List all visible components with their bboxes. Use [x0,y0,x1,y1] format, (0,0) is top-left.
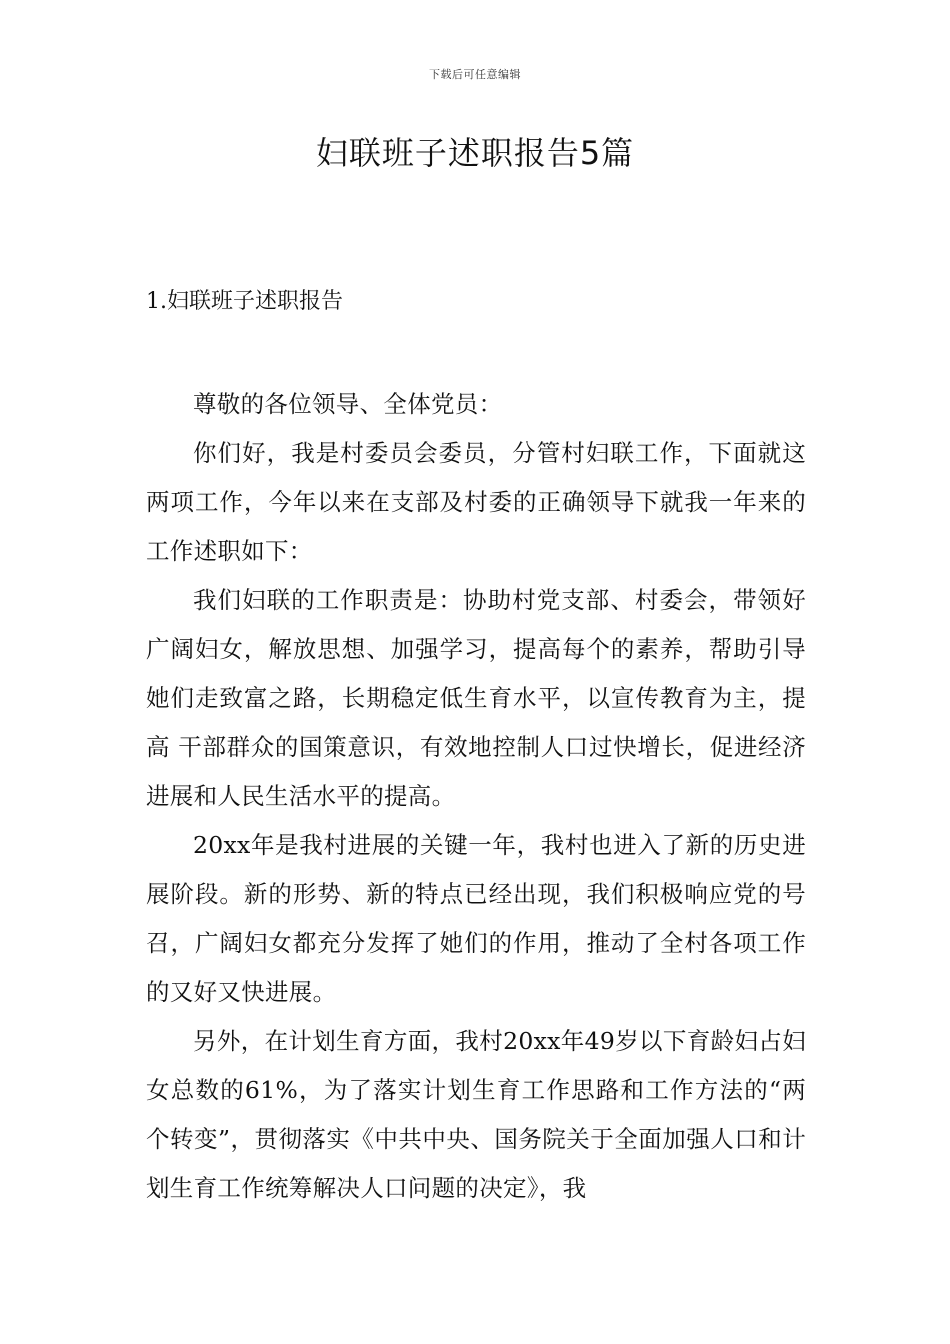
section-heading: 1.妇联班子述职报告 [146,289,343,314]
header-note: 下载后可任意编辑 [429,68,521,81]
paragraph-greeting: 尊敬的各位领导、全体党员： [193,390,503,418]
paragraph-family-planning: 另外，在计划生育方面，我村20xx年49岁以下育龄妇占妇女总数的61%，为了落实计划生育工作思路和工作方法的“两个转变”，贯彻落实《中共中央、国务院关于全面加强人口和计划生育工作统筹解决人口问题的决定》，我 [146,1027,806,1202]
document-title: 妇联班子述职报告5篇 [315,134,635,172]
paragraph-duties: 我们妇联的工作职责是：协助村党支部、村委会，带领好广阔妇女，解放思想、加强学习，提高每个的素养，帮助引导她们走致富之路，长期稳定低生育水平，以宣传教育为主，提高 干部群众的国策意识，有效地控制人口过快增长，促进经济进展和人民生活水平的提高。 [146,586,806,810]
paragraph-year-progress: 20xx年是我村进展的关键一年，我村也进入了新的历史进展阶段。新的形势、新的特点已经出现，我们积极响应党的号召，广阔妇女都充分发挥了她们的作用，推动了全村各项工作的又好又快进展。 [146,831,806,1006]
document-body [146,380,806,1213]
paragraph-intro: 你们好，我是村委员会委员，分管村妇联工作，下面就这两项工作，今年以来在支部及村委的正确领导下就我一年来的工作述职如下： [146,439,806,565]
